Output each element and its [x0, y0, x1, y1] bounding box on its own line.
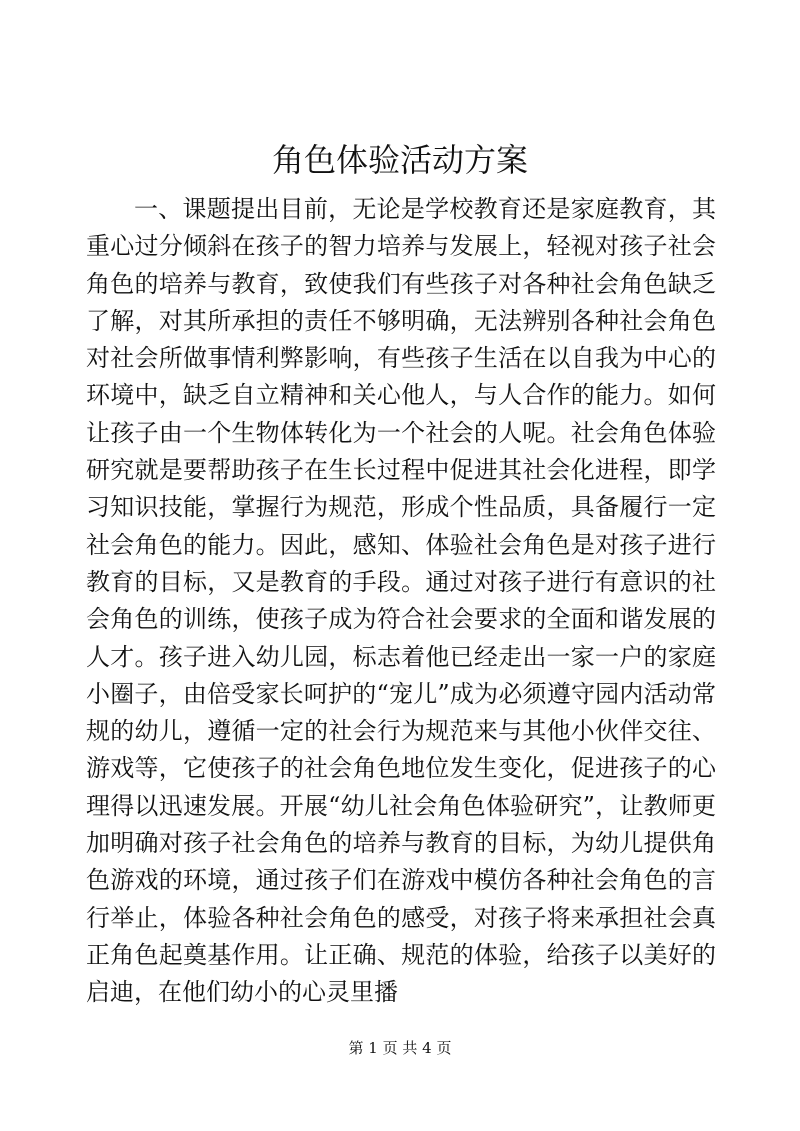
page-footer: 第 1 页 共 4 页: [348, 1039, 452, 1057]
body-paragraph: 一、课题提出目前，无论是学校教育还是家庭教育，其重心过分倾斜在孩子的智力培养与发展上，轻视对孩子社会角色的培养与教育，致使我们有些孩子对各种社会角色缺乏了解，对其所承担的责任不够明确，无法辨别各种社会角色对社会所做事情利弊影响，有些孩子生活在以自我为中心的环境中，缺乏自立精神和关心他人，与人合作的能力。如何让孩子由一个生物体转化为一个社会的人呢。社会角色体验研究就是要帮助孩子在生长过程中促进其社会化进程，即学习知识技能，掌握行为规范，形成个性品质，具备履行一定社会角色的能力。因此，感知、体验社会角色是对孩子进行教育的目标，又是教育的手段。通过对孩子进行有意识的社会角色的训练，使孩子成为符合社会要求的全面和谐发展的人才。孩子进入幼儿园，标志着他已经走出一家一户的家庭小圈子，由倍受家长呵护的“宠儿”成为必须遵守园内活动常规的幼儿，遵循一定的社会行为规范来与其他小伙伴交往、游戏等，它使孩子的社会角色地位发生变化，促进孩子的心理得以迅速发展。开展“幼儿社会角色体验研究”，让教师更加明确对孩子社会角色的培养与教育的目标，为幼儿提供角色游戏的环境，通过孩子们在游戏中模仿各种社会角色的言行举止，体验各种社会角色的感受，对孩子将来承担社会真正角色起奠基作用。让正确、规范的体验，给孩子以美好的启迪，在他们幼小的心灵里播: [86, 195, 716, 1007]
document-title: 角色体验活动方案: [271, 141, 528, 179]
